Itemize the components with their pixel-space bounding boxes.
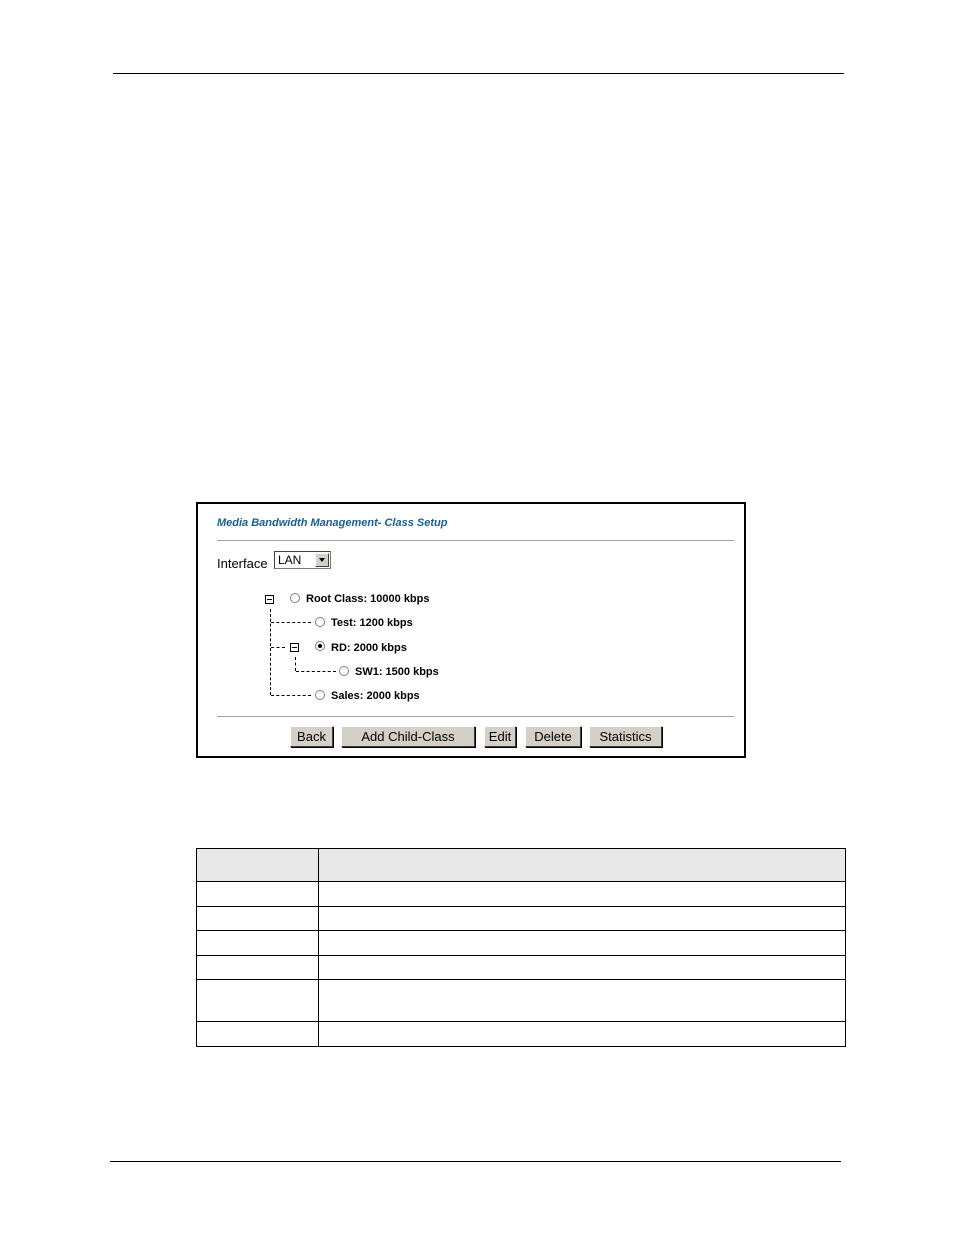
table-cell [197,931,319,956]
tree-label-rd: RD: 2000 kbps [331,642,407,654]
footer-rule [110,1161,841,1162]
add-child-class-button[interactable]: Add Child-Class [341,726,475,747]
table-cell [319,882,846,907]
edit-button[interactable]: Edit [484,726,516,747]
table-cell [319,1022,846,1047]
tree-label-test: Test: 1200 kbps [331,617,413,629]
collapse-root-icon[interactable] [265,595,274,604]
table-cell [197,907,319,931]
radio-sw1[interactable] [339,666,349,676]
interface-label: Interface [217,556,268,571]
tree-connector-test [271,622,311,623]
header-rule [113,73,844,74]
back-button[interactable]: Back [290,726,333,747]
class-setup-screen [196,502,746,758]
table-row [197,882,846,907]
table-cell [197,980,319,1022]
table-row [197,907,846,931]
table-cell [197,882,319,907]
tree-connector-rd [271,647,285,648]
buttons-divider [217,716,734,717]
table-cell [197,1022,319,1047]
delete-button[interactable]: Delete [525,726,581,747]
table-header-row [197,849,846,882]
interface-select[interactable] [274,551,331,569]
table-cell [319,980,846,1022]
interface-select-value: LAN [278,553,302,567]
tree-label-root-class: Root Class: 10000 kbps [306,593,430,605]
field-description-table [196,848,846,1047]
statistics-button[interactable]: Statistics [589,726,662,747]
table-cell [319,907,846,931]
tree-connector-sw1 [296,671,336,672]
table-header-cell [319,849,846,882]
table-row [197,1022,846,1047]
radio-test[interactable] [315,617,325,627]
table-cell [319,956,846,980]
radio-root-class[interactable] [290,593,300,603]
table-row [197,956,846,980]
table-header-cell [197,849,319,882]
table-cell [197,956,319,980]
tree-label-sales: Sales: 2000 kbps [331,690,420,702]
tree-connector-sales [271,695,311,696]
tree-connector-rd-child [295,657,296,671]
radio-rd[interactable] [315,641,325,651]
table-row [197,931,846,956]
table-row [197,980,846,1022]
screen-title: Media Bandwidth Management- Class Setup [217,517,448,529]
table-cell [319,931,846,956]
title-divider [217,540,734,541]
tree-label-sw1: SW1: 1500 kbps [355,666,439,678]
chevron-down-icon[interactable] [315,553,329,567]
radio-sales[interactable] [315,690,325,700]
collapse-rd-icon[interactable] [290,643,299,652]
